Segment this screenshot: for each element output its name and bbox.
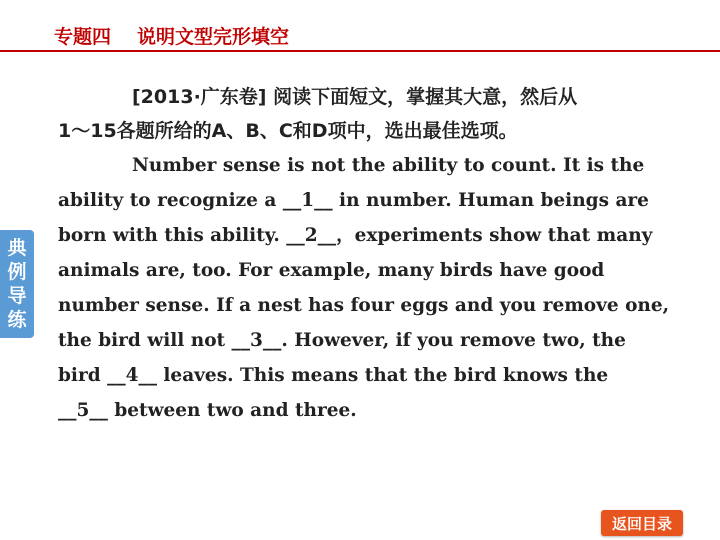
side-tab-char: 例: [7, 261, 27, 283]
instruction-line: 1～15各题所给的A、B、C和D项中，选出最佳选项。: [58, 120, 518, 142]
passage-line: animals are, too. For example, many birds have good: [58, 260, 605, 281]
instruction-line: [2013·广东卷] 阅读下面短文，掌握其大意，然后从: [132, 86, 578, 108]
passage-line: __5__ between two and three.: [58, 400, 357, 421]
side-tab-char: 练: [7, 309, 27, 331]
topic-label: 专题四: [54, 25, 112, 48]
side-tab-char: 导: [7, 285, 27, 307]
page-title: 说明文型完形填空: [137, 25, 290, 48]
passage-line: ability to recognize a __1__ in number. Human beings are: [58, 190, 649, 211]
return-to-contents-button[interactable]: 返回目录: [601, 510, 683, 536]
passage-line: bird __4__ leaves. This means that the bird knows the: [58, 365, 609, 386]
passage-line: Number sense is not the ability to count. It is the: [132, 155, 645, 176]
page-header: [54, 20, 614, 50]
side-tab-char: 典: [7, 237, 27, 259]
passage-content: [58, 80, 670, 428]
passage-line: born with this ability. __2__，experiments show that many: [58, 225, 653, 246]
header-divider: [0, 50, 720, 52]
passage-line: the bird will not __3__. However, if you remove two, the: [58, 330, 626, 351]
side-tab-example-practice[interactable]: [0, 230, 34, 338]
passage-line: number sense. If a nest has four eggs and you remove one,: [58, 295, 670, 316]
